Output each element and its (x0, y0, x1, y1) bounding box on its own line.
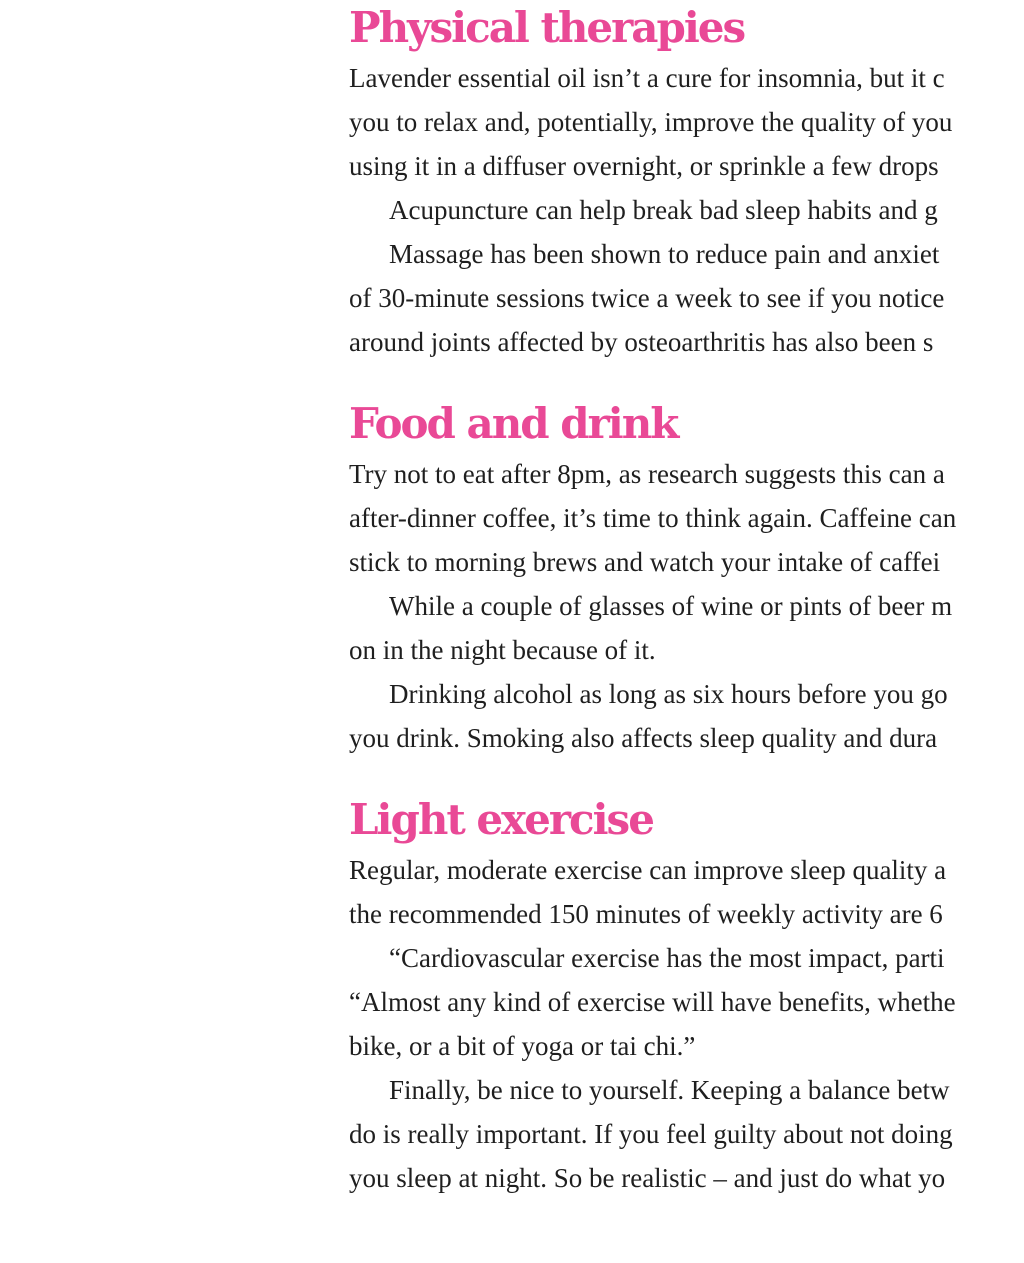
paragraph-line: Massage has been shown to reduce pain and anxiet (389, 239, 940, 269)
paragraph-line: do is really important. If you feel guilty about not doing (349, 1119, 953, 1149)
paragraph-line: you sleep at night. So be realistic – and just do what yo (349, 1163, 946, 1193)
paragraph-line: after-dinner coffee, it’s time to think again. Caffeine can (349, 503, 957, 533)
paragraph-line: using it in a diffuser overnight, or sprinkle a few drops (349, 151, 939, 181)
paragraph-line: While a couple of glasses of wine or pints of beer m (389, 591, 953, 621)
paragraph-line: “Cardiovascular exercise has the most impact, parti (389, 943, 945, 973)
paragraph-line: Finally, be nice to yourself. Keeping a balance betw (389, 1075, 950, 1105)
section-physical-therapies (349, 0, 952, 364)
paragraph-line: stick to morning brews and watch your intake of caffei (349, 547, 941, 577)
section-food-and-drink (349, 396, 956, 760)
paragraph-line: you drink. Smoking also affects sleep quality and dura (349, 723, 938, 753)
paragraph-line: the recommended 150 minutes of weekly activity are 6 (349, 899, 943, 929)
section-light-exercise (349, 792, 956, 1200)
paragraph-line: of 30-minute sessions twice a week to see if you notice (349, 283, 945, 313)
paragraph-line: Regular, moderate exercise can improve sleep quality a (349, 855, 947, 885)
paragraph-line: you to relax and, potentially, improve the quality of you (349, 107, 953, 137)
paragraph-line: “Almost any kind of exercise will have benefits, whethe (349, 987, 956, 1017)
paragraph-line: Acupuncture can help break bad sleep habits and g (389, 195, 938, 225)
paragraph-line: Lavender essential oil isn’t a cure for insomnia, but it c (349, 63, 945, 93)
paragraph-line: Drinking alcohol as long as six hours before you go (389, 679, 948, 709)
section-heading: Physical therapies (349, 3, 745, 52)
paragraph-line: on in the night because of it. (349, 635, 656, 665)
paragraph-line: around joints affected by osteoarthritis has also been s (349, 327, 934, 357)
section-heading: Food and drink (349, 399, 678, 448)
paragraph-line: bike, or a bit of yoga or tai chi.” (349, 1031, 696, 1061)
paragraph-line: Try not to eat after 8pm, as research suggests this can a (349, 459, 945, 489)
section-heading: Light exercise (349, 795, 653, 844)
